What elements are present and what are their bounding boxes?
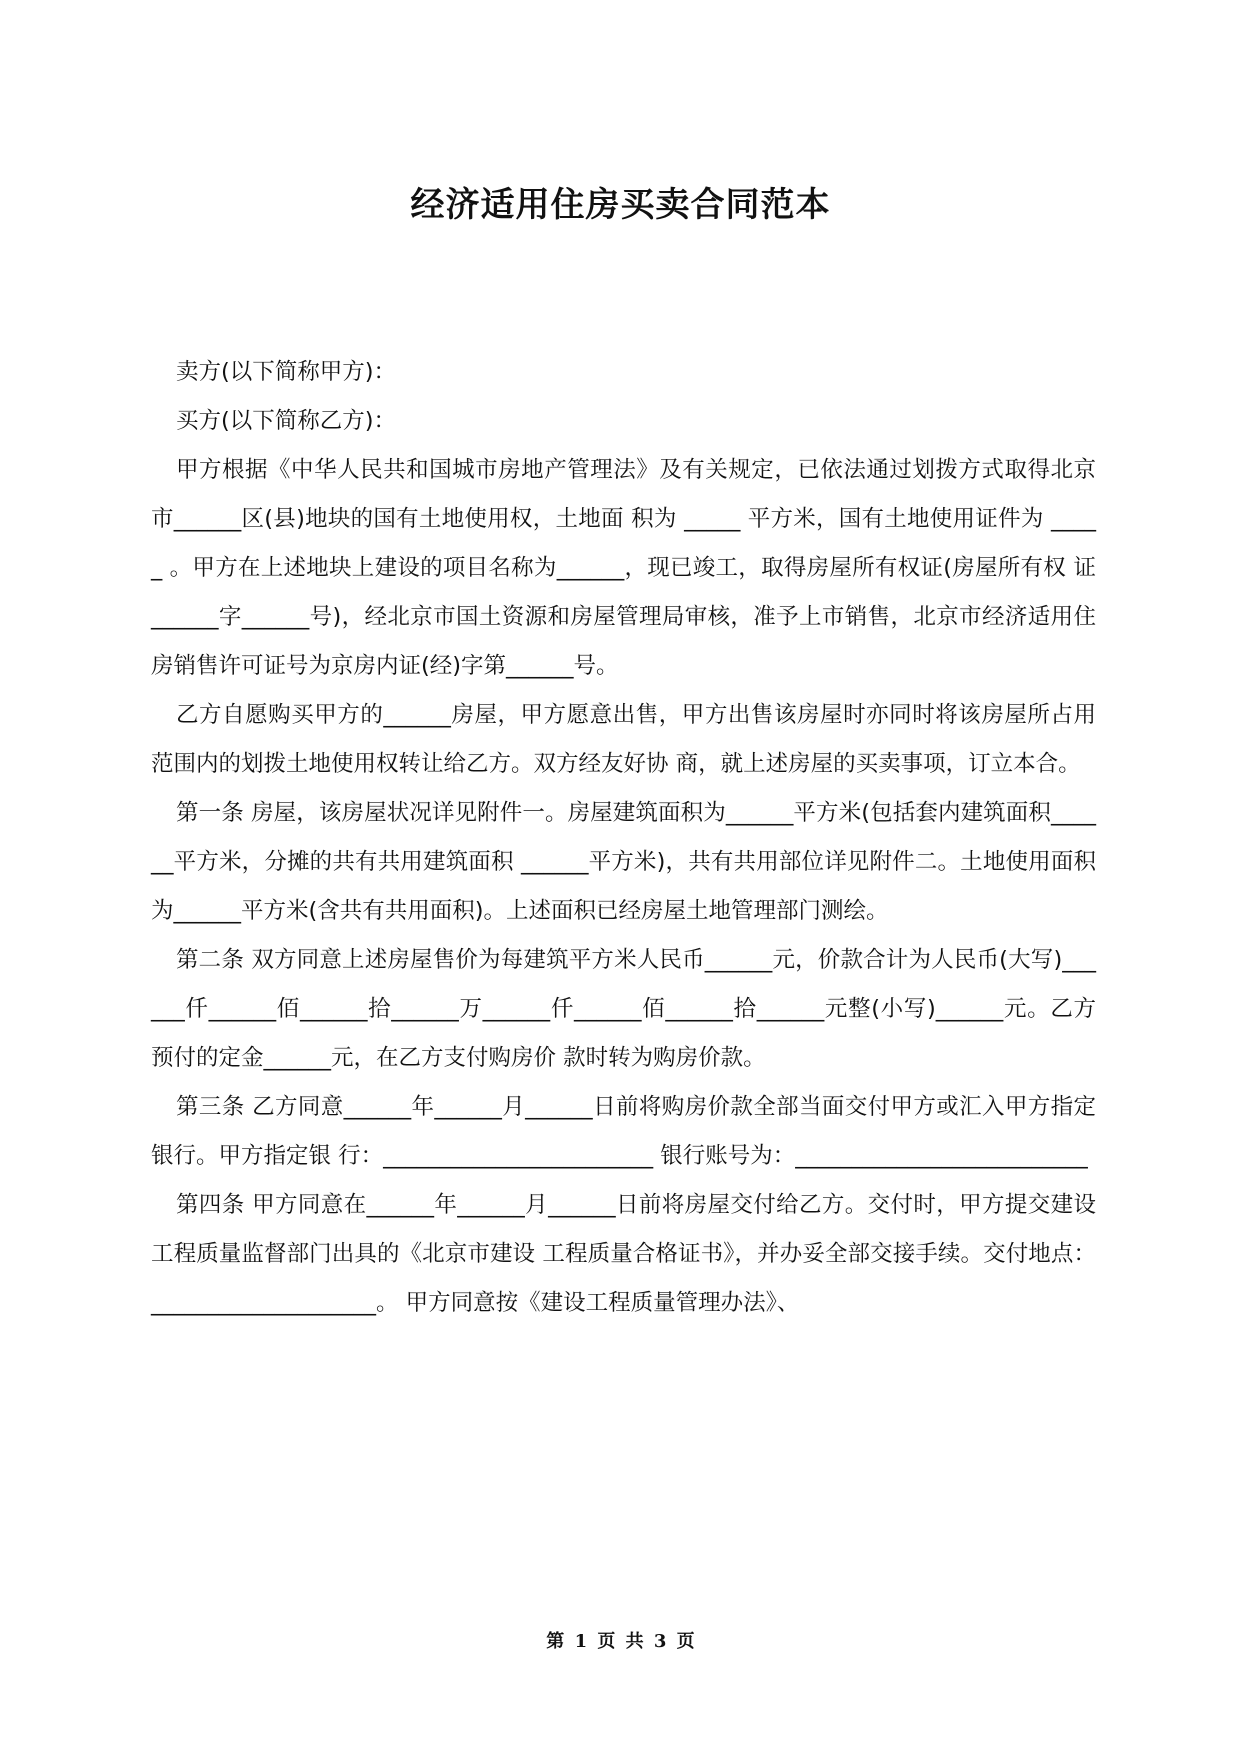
paragraph-article-1: 第一条 房屋，该房屋状况详见附件一。房屋建筑面积为______平方米(包括套内建筑面积______平方米，分摊的共有共用建筑面积 ______平方米)，共有共用部位详见附件二。土地使用面积为______平方米(含共有共用面积)。上述面积已经房屋土地管理部门测绘。: [151, 800, 1096, 924]
page-footer: 第 1 页 共 3 页: [546, 1631, 695, 1652]
paragraph-article-3: 第三条 乙方同意______年______月______日前将购房价款全部当面交付甲方或汇入甲方指定银行。甲方指定银 行：________________________ 银行账号为：__________________________: [151, 1094, 1096, 1169]
paragraph-seller: 卖方(以下简称甲方)：: [176, 359, 397, 385]
paragraph-intent: 乙方自愿购买甲方的______房屋，甲方愿意出售，甲方出售该房屋时亦同时将该房屋所占用范围内的划拨土地使用权转让给乙方。双方经友好协 商，就上述房屋的买卖事项，订立本合。: [151, 702, 1096, 777]
paragraph-article-2: 第二条 双方同意上述房屋售价为每建筑平方米人民币______元，价款合计为人民币(大写)______仟______佰______拾______万______仟______佰______拾______元整(小写)______元。乙方预付的定金______元，在乙方支付购房价 款时转为购房价款。: [151, 947, 1096, 1071]
paragraph-preamble: 甲方根据《中华人民共和国城市房地产管理法》及有关规定，已依法通过划拨方式取得北京市______区(县)地块的国有土地使用权，土地面 积为 _____ 平方米，国有土地使用证件为 _____ 。甲方在上述地块上建设的项目名称为______，现已竣工，取得房屋所有权证(房屋所有权 证______字______号)，经北京市国土资源和房屋管理局审核，准予上市销售，北京市经济适用住房销售许可证号为京房内证(经)字第______号。: [151, 457, 1096, 679]
document-body: [151, 348, 1096, 1328]
paragraph-buyer: 买方(以下简称乙方)：: [176, 408, 397, 434]
paragraph-article-4: 第四条 甲方同意在______年______月______日前将房屋交付给乙方。交付时，甲方提交建设工程质量监督部门出具的《北京市建设 工程质量合格证书》，并办妥全部交接手续。交付地点：____________________。 甲方同意按《建设工程质量管理办法》、: [151, 1192, 1096, 1316]
document-title: 经济适用住房买卖合同范本: [410, 184, 831, 225]
